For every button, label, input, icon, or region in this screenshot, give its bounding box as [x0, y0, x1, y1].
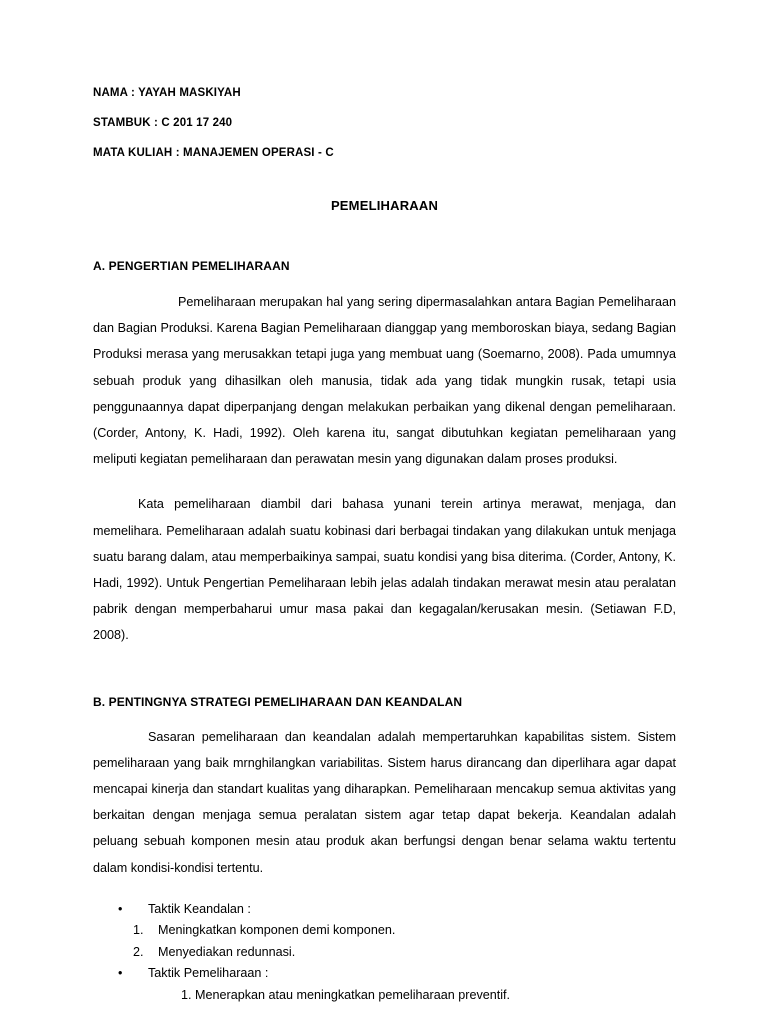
list-item	[93, 963, 676, 985]
list-item	[93, 920, 676, 942]
section-a-paragraph-1: Pemeliharaan merupakan hal yang sering dipermasalahkan antara Bagian Pemeliharaan dan Bagian Produksi. Karena Bagian Pemeliharaan dianggap yang memboroskan biaya, sedang Bagian Produksi merasa yang merusakkan tetapi juga yang membuat uang (Soemarno, 2008). Pada umumnya sebuah produk yang dihasilkan oleh manusia, tidak ada yang tidak mungkin rusak, tetapi usia penggunaannya dapat diperpanjang dengan melakukan perbaikan yang dikenal dengan pemeliharaan. (Corder, Antony, K. Hadi, 1992). Oleh karena itu, sangat dibutuhkan kegiatan pemeliharaan yang meliputi kegiatan pemeliharaan dan perawatan mesin yang digunakan dalam proses produksi.	[93, 295, 676, 467]
list-number-marker: 1.	[133, 923, 144, 938]
list-item	[93, 899, 676, 921]
identity-line-mata-kuliah: MATA KULIAH : MANAJEMEN OPERASI - C	[93, 147, 334, 159]
list-item-label: Taktik Keandalan :	[148, 901, 251, 916]
list-item-label: Meningkatkan komponen demi komponen.	[158, 923, 396, 938]
list-item-label: Taktik Pemeliharaan :	[148, 966, 269, 981]
section-a-paragraph-2: Kata pemeliharaan diambil dari bahasa yunani terein artinya merawat, menjaga, dan memelihara. Pemeliharaan adalah suatu kobinasi dari berbagai tindakan yang dilakukan untuk menjaga suatu barang dalam, atau memperbaikinya sampai, suatu kondisi yang bisa diterima. (Corder, Antony, K. Hadi, 1992). Untuk Pengertian Pemeliharaan lebih jelas adalah tindakan merawat mesin atau peralatan pabrik dengan memperbaharui umur masa pakai dan kegagalan/kerusakan mesin. (Setiawan F.D, 2008).	[93, 497, 676, 643]
section-a	[93, 259, 676, 649]
document-content	[93, 86, 676, 1006]
student-identity-block	[93, 86, 676, 160]
section-b	[93, 695, 676, 1007]
identity-line-stambuk: STAMBUK : C 201 17 240	[93, 117, 233, 129]
list-item	[93, 985, 676, 1007]
bullet-icon: •	[118, 966, 123, 981]
tactics-list	[93, 899, 676, 1007]
list-item	[93, 942, 676, 964]
list-item-label: 1. Menerapkan atau meningkatkan pemeliharaan preventif.	[181, 987, 511, 1002]
document-title: PEMELIHARAAN	[330, 198, 439, 213]
section-b-heading: B. PENTINGNYA STRATEGI PEMELIHARAAN DAN KEANDALAN	[93, 694, 463, 709]
bullet-icon: •	[118, 901, 123, 916]
section-b-paragraph-1: Sasaran pemeliharaan dan keandalan adalah mempertaruhkan kapabilitas sistem. Sistem pemeliharaan yang baik mrnghilangkan variabilitas. Sistem harus dirancang dan diperlihara agar dapat mencapai kinerja dan standart kualitas yang diharapkan. Pemeliharaan mencakup semua aktivitas yang berkaitan dengan menjaga semua peralatan sistem agar tetap dapat bekerja. Keandalan adalah peluang sebuah komponen mesin atau produk akan berfungsi dengan benar selama waktu tertentu dalam kondisi-kondisi tertentu.	[93, 729, 676, 875]
list-number-marker: 2.	[133, 944, 144, 959]
identity-line-nama: NAMA : YAYAH MASKIYAH	[93, 87, 241, 99]
list-item-label: Menyediakan redunnasi.	[158, 944, 296, 959]
section-a-heading: A. PENGERTIAN PEMELIHARAAN	[93, 259, 290, 273]
